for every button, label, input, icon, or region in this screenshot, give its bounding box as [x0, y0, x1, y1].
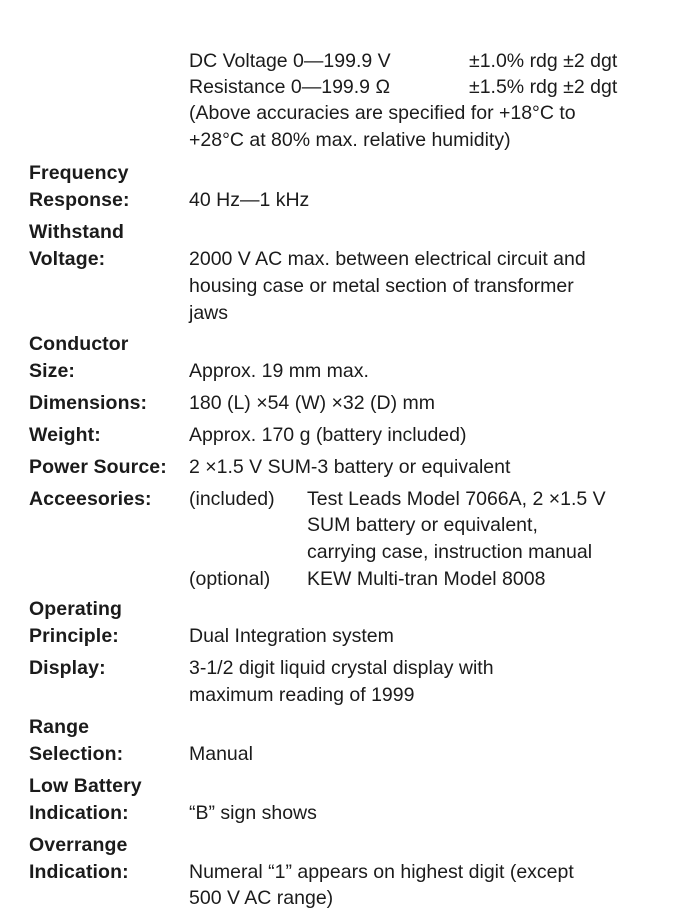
frequency-value: 40 Hz—1 kHz — [189, 189, 310, 211]
display-label: Display: — [29, 657, 106, 679]
range-label-line-2: Selection: — [29, 743, 124, 765]
operating-value: Dual Integration system — [189, 625, 394, 647]
low-battery-label-line-1: Low Battery — [29, 775, 142, 797]
dimensions-value: 180 (L) ×54 (W) ×32 (D) mm — [189, 392, 435, 414]
display-value-line-2: maximum reading of 1999 — [189, 684, 415, 706]
display-value-line-1: 3-1/2 digit liquid crystal display with — [189, 657, 494, 679]
frequency-label-line-1: Frequency — [29, 162, 129, 184]
operating-label-line-1: Operating — [29, 598, 122, 620]
resistance-accuracy: ±1.5% rdg ±2 dgt — [469, 76, 618, 98]
withstand-value-line-3: jaws — [189, 302, 229, 324]
operating-label-line-2: Principle: — [29, 625, 119, 647]
dimensions-label: Dimensions: — [29, 392, 148, 414]
conductor-label-line-1: Conductor — [29, 333, 129, 355]
overrange-value-line-1: Numeral “1” appears on highest digit (except — [189, 861, 574, 883]
weight-value: Approx. 170 g (battery included) — [189, 424, 467, 446]
accuracy-note-line-1: (Above accuracies are specified for +18°C to — [189, 102, 576, 124]
power-source-value: 2 ×1.5 V SUM-3 battery or equivalent — [189, 456, 511, 478]
withstand-label-line-2: Voltage: — [29, 248, 106, 270]
range-label-line-1: Range — [29, 716, 90, 738]
accessories-included-line-1: Test Leads Model 7066A, 2 ×1.5 V — [307, 488, 606, 510]
power-source-label: Power Source: — [29, 456, 167, 478]
accessories-included-tag: (included) — [189, 488, 275, 510]
withstand-value-line-1: 2000 V AC max. between electrical circuit and — [189, 248, 586, 270]
dc-voltage-accuracy: ±1.0% rdg ±2 dgt — [469, 50, 618, 72]
conductor-value: Approx. 19 mm max. — [189, 360, 369, 382]
weight-label: Weight: — [29, 424, 101, 446]
frequency-label-line-2: Response: — [29, 189, 130, 211]
accessories-optional-value: KEW Multi-tran Model 8008 — [307, 568, 546, 590]
withstand-value-line-2: housing case or metal section of transformer — [189, 275, 574, 297]
dc-voltage-range: DC Voltage 0—199.9 V — [189, 50, 391, 72]
low-battery-label-line-2: Indication: — [29, 802, 129, 824]
accessories-included-line-3: carrying case, instruction manual — [307, 541, 593, 563]
overrange-value-line-2: 500 V AC range) — [189, 887, 334, 909]
range-value: Manual — [189, 743, 253, 765]
accessories-included-line-2: SUM battery or equivalent, — [307, 514, 538, 536]
accessories-label: Acceesories: — [29, 488, 152, 510]
overrange-label-line-2: Indication: — [29, 861, 129, 883]
conductor-label-line-2: Size: — [29, 360, 76, 382]
accessories-optional-tag: (optional) — [189, 568, 271, 590]
accuracy-note-line-2: +28°C at 80% max. relative humidity) — [189, 129, 511, 151]
resistance-range: Resistance 0—199.9 Ω — [189, 76, 391, 98]
withstand-label-line-1: Withstand — [29, 221, 124, 243]
overrange-label-line-1: Overrange — [29, 834, 128, 856]
low-battery-value: “B” sign shows — [189, 802, 317, 824]
